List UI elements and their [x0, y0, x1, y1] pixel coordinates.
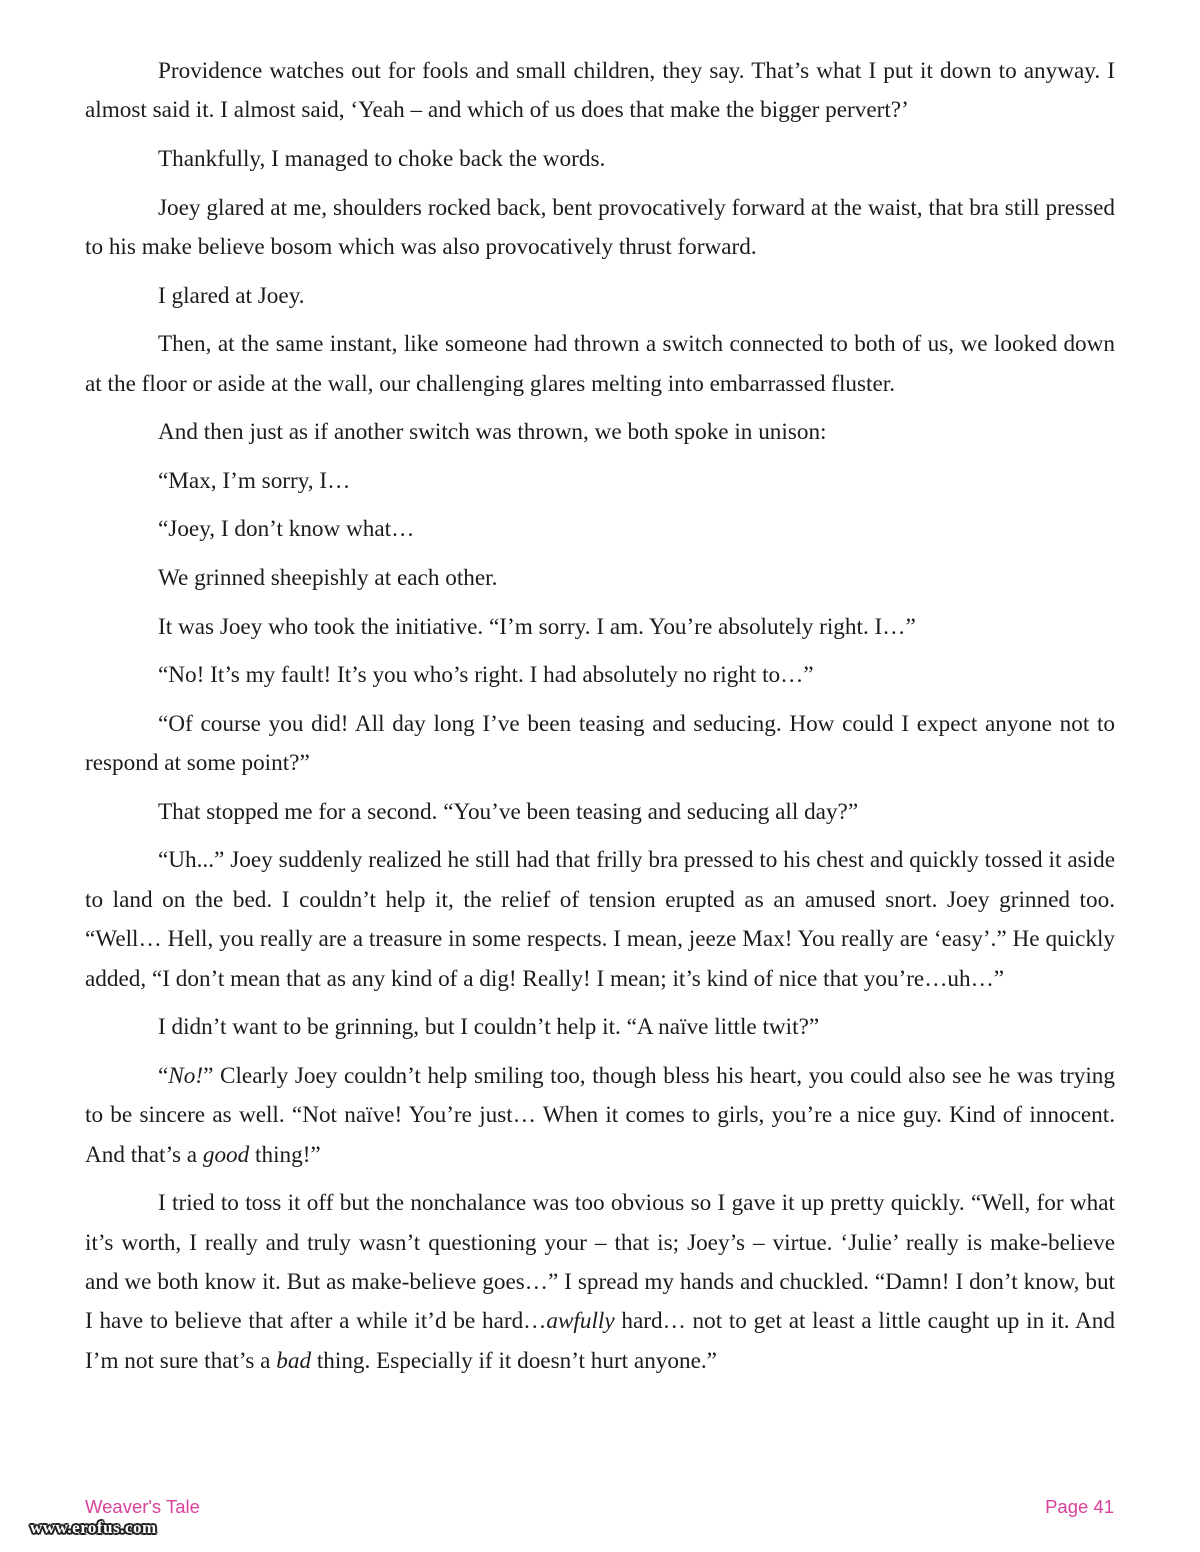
- paragraph: “Uh...” Joey suddenly realized he still had that frilly bra pressed to his chest and quickly tossed it aside to land on the bed. I couldn’t help it, the relief of tension erupted as an amused snort. Joey grinned too. “Well… Hell, you really are a treasure in some respects. I mean, jeeze Max! You really are ‘easy’.” He quickly added, “I don’t mean that as any kind of a dig! Really! I mean; it’s kind of nice that you’re…uh…”: [85, 847, 1115, 992]
- paragraph: [85, 1184, 1115, 1381]
- text-run: thing. Especially if it doesn’t hurt anyone.”: [311, 1347, 717, 1374]
- paragraph: I glared at Joey.: [158, 282, 305, 309]
- paragraph: That stopped me for a second. “You’ve been teasing and seducing all day?”: [158, 798, 859, 825]
- paragraph: We grinned sheepishly at each other.: [158, 564, 498, 591]
- paragraph: It was Joey who took the initiative. “I’m sorry. I am. You’re absolutely right. I…”: [158, 613, 916, 640]
- text-run: hard… not to get at least a little caught up in it. And I’m not sure that’s a: [85, 1308, 1115, 1374]
- italic-text: awfully: [546, 1308, 615, 1335]
- paragraph: [85, 1057, 1115, 1175]
- document-body: [85, 52, 1115, 1381]
- footer-page-number: Page 41: [1045, 1496, 1114, 1517]
- paragraph: “Max, I’m sorry, I…: [158, 467, 351, 494]
- paragraph: And then just as if another switch was thrown, we both spoke in unison:: [158, 419, 827, 446]
- text-run: ” Clearly Joey couldn’t help smiling too, though bless his heart, you could also see he was trying to be sincere as well. “Not naïve! You’re just… When it comes to girls, you’re a nice guy. Kind of innocent. And that’s a: [85, 1062, 1115, 1168]
- text-run: thing!”: [249, 1141, 321, 1168]
- paragraph: “Joey, I don’t know what…: [158, 516, 415, 543]
- paragraph: “No! It’s my fault! It’s you who’s right. I had absolutely no right to…”: [158, 662, 814, 689]
- paragraph: Joey glared at me, shoulders rocked back, bent provocatively forward at the waist, that bra still pressed to his make believe bosom which was also provocatively thrust forward.: [85, 194, 1115, 260]
- paragraph: Then, at the same instant, like someone had thrown a switch connected to both of us, we looked down at the floor or aside at the wall, our challenging glares melting into embarrassed fluster.: [85, 331, 1115, 397]
- text-run: I tried to toss it off but the nonchalance was too obvious so I gave it up pretty quickly. “Well, for what it’s worth, I really and truly wasn’t questioning your – that is; Joey’s – virtue. ‘Julie’ really is make-believe and we both know it. But as make-believe goes…” I spread my hands and chuckled. “Damn! I don’t know, but I have to believe that after a while it’d be hard…: [85, 1190, 1115, 1335]
- italic-text: No!: [168, 1062, 204, 1089]
- watermark: www.erofus.com: [30, 1518, 157, 1537]
- italic-text: bad: [276, 1347, 312, 1374]
- paragraph: Thankfully, I managed to choke back the words.: [158, 146, 606, 172]
- footer-book-title: Weaver's Tale: [85, 1496, 200, 1517]
- text-run: “: [158, 1062, 169, 1089]
- paragraph: I didn’t want to be grinning, but I couldn’t help it. “A naïve little twit?”: [158, 1014, 820, 1041]
- paragraph: Providence watches out for fools and small children, they say. That’s what I put it down to anyway. I almost said it. I almost said, ‘Yeah – and which of us does that make the bigger pervert?’: [85, 58, 1115, 124]
- italic-text: good: [202, 1141, 250, 1168]
- paragraph: “Of course you did! All day long I’ve been teasing and seducing. How could I expect anyone not to respond at some point?”: [85, 710, 1115, 777]
